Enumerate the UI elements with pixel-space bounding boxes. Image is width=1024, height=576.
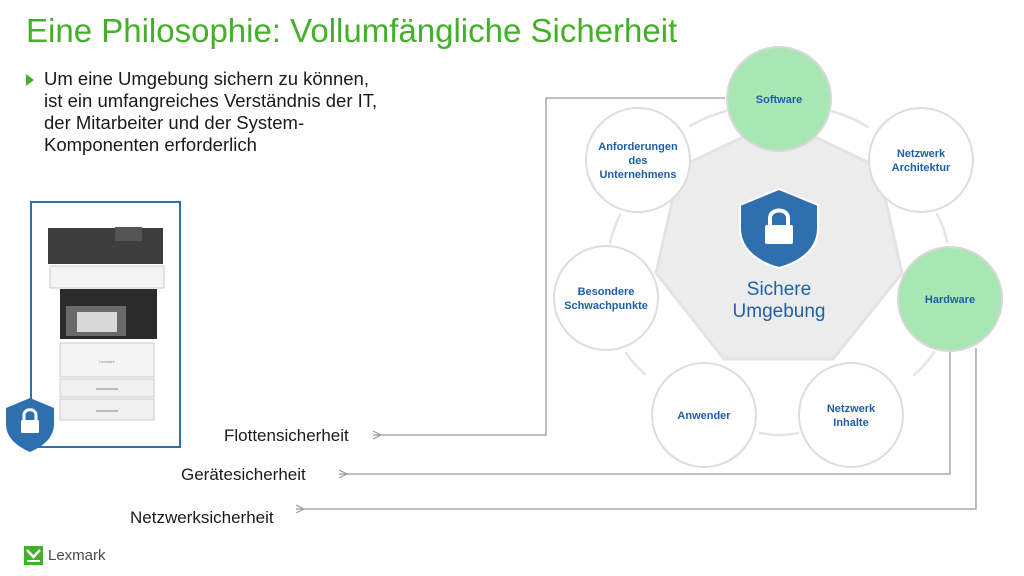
node-label: Anforderungen [598,141,678,153]
center-label-line: Umgebung [732,301,826,322]
lexmark-logo [24,546,106,565]
node-label: Anwender [677,410,731,422]
node-label: Hardware [924,294,976,306]
label-flottensicherheit: Flottensicherheit [224,426,349,445]
node-anwender [652,363,756,467]
label-geraetesicherheit: Gerätesicherheit [181,465,306,484]
bullet-line: ist ein umfangreiches Verständnis der IT, [44,90,378,111]
node-label: Unternehmens [599,169,677,181]
printer-brand: Lexmark [99,359,115,364]
node-label: Netzwerk [826,403,876,415]
slide-title: Eine Philosophie: Vollumfängliche Sicherheit [26,12,678,49]
lexmark-logo-icon [24,546,43,565]
node-label: Netzwerk [896,148,946,160]
node-netzwerk-architektur [869,108,973,212]
bullet-line: Um eine Umgebung sichern zu können, [44,68,369,89]
node-label: Architektur [891,162,951,174]
node-hardware [898,247,1002,351]
logo-text: Lexmark [48,547,106,564]
node-software [727,47,831,151]
node-label: Software [755,94,803,106]
node-label: Inhalte [833,417,869,429]
center-label-line: Sichere [746,279,812,300]
node-anforderungen-des-unternehmens [586,108,690,212]
node-label: Besondere [577,286,635,298]
node-label: des [628,155,648,167]
bullet-line: der Mitarbeiter und der System- [44,112,305,133]
bullet-line: Komponenten erforderlich [44,134,257,155]
label-netzwerksicherheit: Netzwerksicherheit [130,508,274,527]
node-label: Schwachpunkte [564,300,648,312]
node-besondere-schwachpunkte [554,246,658,350]
node-netzwerk-inhalte [799,363,903,467]
